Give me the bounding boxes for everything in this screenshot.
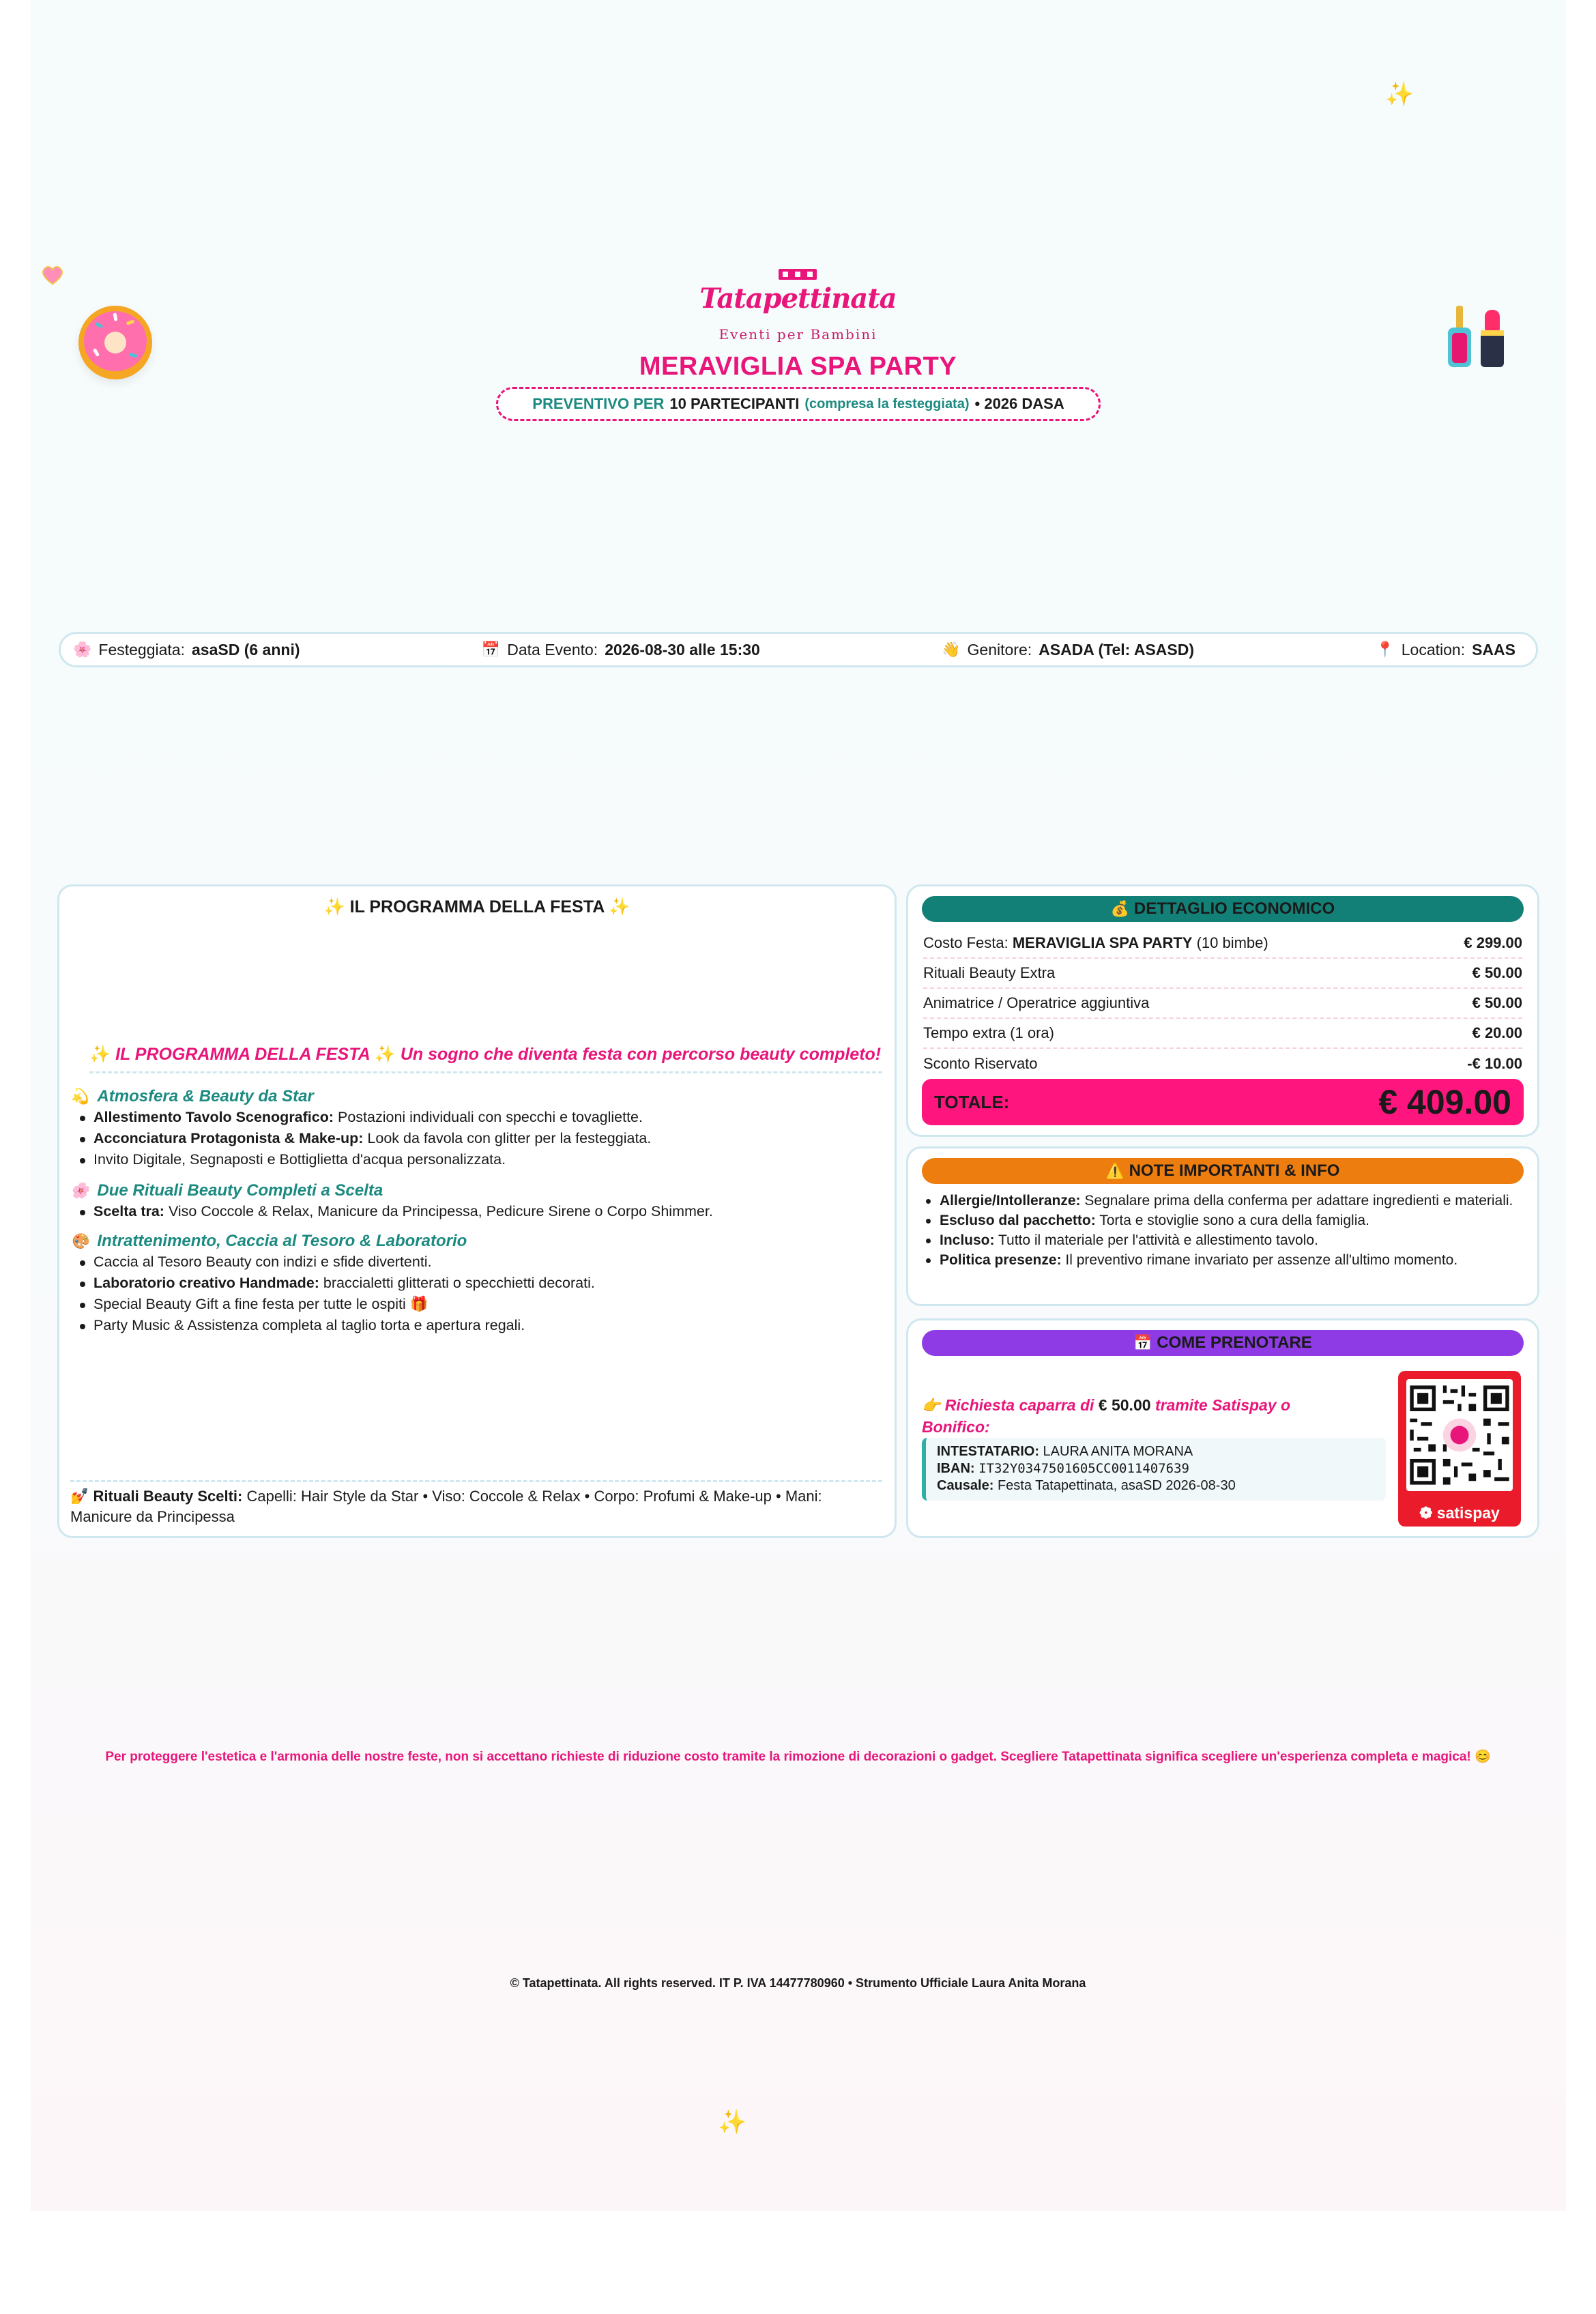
cost-row: Animatrice / Operatrice aggiuntiva € 50.00 [923, 989, 1522, 1019]
sparkle-icon: ✨ [323, 897, 345, 916]
parent-info [942, 641, 1194, 659]
cost-value: € 50.00 [1472, 994, 1522, 1011]
program-section [70, 1086, 881, 1170]
cost-value: -€ 10.00 [1467, 1055, 1522, 1072]
disclaimer: Per proteggere l'estetica e l'armonia delle nostre feste, non si accettano richieste di riduzione costo tramite la rimozione di decorazioni o gadget. Scegliere Tatapettinata significa scegliere un'esperienza completa e magica! 😊 [105, 1750, 1491, 1764]
calendar-icon: 📅 [1133, 1334, 1152, 1351]
footer: © Tatapettinata. All rights reserved. IT P. IVA 14477780960 • Strumento Ufficiale Laura Anita Morana [510, 1976, 1086, 1990]
list-item: Allestimento Tavolo Scenografico: Postazioni individuali con specchi e tovagliette. [80, 1107, 881, 1128]
sparkle-icon: ✨ [718, 2109, 747, 2135]
booking-header [922, 1330, 1524, 1356]
satispay-logo-icon: ❁ [1419, 1504, 1433, 1522]
cost-value: € 20.00 [1472, 1024, 1522, 1041]
pill-suffix: • 2026 DASA [974, 395, 1064, 412]
pill-prefix: PREVENTIVO PER [532, 395, 665, 412]
economics-card [906, 884, 1539, 1137]
total-label: TOTALE: [934, 1091, 1010, 1112]
program-subtitle [89, 1045, 882, 1073]
section-heading-text: Due Rituali Beauty Completi a Scelta [97, 1181, 383, 1200]
celebrant-value: asaSD (6 anni) [192, 640, 300, 659]
date-info [482, 641, 760, 659]
parent-label: Genitore: [967, 640, 1032, 659]
program-title-text: IL PROGRAMMA DELLA FESTA [349, 897, 605, 916]
program-card [57, 884, 897, 1538]
list-item: Acconciatura Protagonista & Make-up: Look da favola con glitter per la festeggiata. [80, 1128, 881, 1149]
note-item: Politica presenze: Il preventivo rimane invariato per assenze all'ultimo momento. [923, 1250, 1522, 1270]
cost-row: Tempo extra (1 ora) € 20.00 [923, 1019, 1522, 1049]
flower-icon: 🌸 [73, 641, 92, 658]
note-item: Allergie/Intolleranze: Segnalare prima della conferma per adattare ingredienti e materiali. [923, 1191, 1522, 1211]
total-amount: € 409.00 [1378, 1083, 1511, 1121]
list-item: Special Beauty Gift a fine festa per tutte le ospiti 🎁 [80, 1294, 881, 1315]
flower-icon: 🌸 [70, 1181, 89, 1199]
section-list [70, 1201, 881, 1222]
brand-tagline: Eventi per Bambini [719, 326, 877, 343]
notes-card [906, 1146, 1539, 1306]
nail-polish-icon: 💅 [70, 1488, 89, 1505]
deposit-amount: € 50.00 [1098, 1396, 1151, 1414]
parent-value: ASADA (Tel: ASASD) [1039, 640, 1195, 659]
page-title: MERAVIGLIA SPA PARTY [639, 352, 957, 381]
pill-participants: 10 PARTECIPANTI [669, 395, 800, 412]
notes-title: NOTE IMPORTANTI & INFO [1129, 1161, 1340, 1180]
brand-logo: Tatapettinata [699, 283, 897, 315]
wave-hand-icon: 👋 [942, 641, 961, 658]
list-item: Party Music & Assistenza completa al taglio torta e apertura regali. [80, 1315, 881, 1336]
warning-icon: ⚠️ [1105, 1162, 1125, 1179]
celebrant-label: Festeggiata: [98, 640, 185, 659]
bank-details: INTESTATARIO: LAURA ANITA MORANA IBAN: IT32Y0347501605CC0011407639 Causale: Festa Tatapettinata, asaSD 2026-08-30 [922, 1438, 1386, 1501]
section-heading [70, 1230, 881, 1252]
event-info-bar [59, 632, 1538, 667]
program-subtitle-text: Un sogno che diventa festa con percorso beauty completo! [400, 1045, 882, 1064]
note-item: Incluso: Tutto il materiale per l'attività e allestimento tavolo. [923, 1230, 1522, 1250]
note-item: Escluso dal pacchetto: Torta e stoviglie sono a cura della famiglia. [923, 1211, 1522, 1230]
section-list [70, 1252, 881, 1336]
chosen-rituals-text: Capelli: Hair Style da Star • Viso: Coccole & Relax • Corpo: Profumi & Make-up • Mani: Manicure da Principessa [70, 1488, 822, 1525]
list-item: Laboratorio creativo Handmade: braccialetti glitterati o specchietti decorati. [80, 1273, 881, 1294]
economics-title: DETTAGLIO ECONOMICO [1133, 899, 1335, 918]
economics-header [922, 896, 1524, 922]
list-item: Invito Digitale, Segnaposti e Bottiglietta d'acqua personalizzata. [80, 1149, 881, 1170]
section-heading-text: Atmosfera & Beauty da Star [97, 1087, 314, 1105]
list-item: Scelta tra: Viso Coccole & Relax, Manicure da Principessa, Pedicure Sirene o Corpo Shimmer. [80, 1201, 881, 1222]
program-subtitle-label: IL PROGRAMMA DELLA FESTA [115, 1045, 370, 1064]
star-icon: 💫 [70, 1087, 89, 1105]
booking-card [906, 1318, 1539, 1538]
list-item: Caccia al Tesoro Beauty con indizi e sfide divertenti. [80, 1252, 881, 1273]
location-label: Location: [1401, 640, 1466, 659]
satispay-label: ❁ satispay [1419, 1504, 1500, 1522]
sparkle-icon: ✨ [89, 1045, 111, 1064]
money-bag-icon: 💰 [1110, 900, 1130, 917]
pin-icon: 📍 [1376, 641, 1395, 658]
celebrant-info [73, 641, 300, 659]
program-section [70, 1180, 881, 1222]
deposit-request: 👉 Richiesta caparra di € 50.00 tramite Satispay o Bonifico: [922, 1396, 1291, 1436]
booking-title: COME PRENOTARE [1157, 1333, 1312, 1352]
chosen-rituals [70, 1480, 882, 1527]
program-title [59, 897, 895, 917]
sparkle-icon: ✨ [1385, 81, 1414, 107]
calendar-icon: 📅 [481, 641, 501, 658]
notes-header [922, 1158, 1524, 1184]
section-heading [70, 1180, 881, 1201]
quote-pill [496, 387, 1101, 421]
iban-value: IT32Y0347501605CC0011407639 [978, 1461, 1189, 1476]
qr-code-icon[interactable] [1406, 1379, 1513, 1491]
section-list [70, 1107, 881, 1170]
causale-value: Festa Tatapettinata, asaSD 2026-08-30 [997, 1478, 1236, 1493]
pointing-hand-icon: 👉 [922, 1397, 941, 1414]
account-holder: LAURA ANITA MORANA [1043, 1444, 1193, 1459]
cost-value: € 299.00 [1464, 934, 1522, 951]
notes-list [923, 1191, 1522, 1270]
section-heading [70, 1086, 881, 1107]
location-info [1376, 641, 1515, 659]
cost-row: Rituali Beauty Extra € 50.00 [923, 959, 1522, 989]
location-value: SAAS [1472, 640, 1515, 659]
sparkle-icon: ✨ [374, 1045, 396, 1064]
cost-row: Sconto Riservato -€ 10.00 [923, 1055, 1522, 1072]
date-label: Data Evento: [507, 640, 598, 659]
cost-value: € 50.00 [1472, 964, 1522, 981]
crown-icon [779, 267, 817, 281]
pill-note: (compresa la festeggiata) [804, 396, 970, 411]
section-heading-text: Intrattenimento, Caccia al Tesoro & Laboratorio [97, 1232, 467, 1250]
cost-row: Costo Festa: MERAVIGLIA SPA PARTY (10 bimbe) € 299.00 [923, 929, 1522, 959]
chosen-rituals-label: Rituali Beauty Scelti: [93, 1488, 243, 1505]
total-box [922, 1079, 1524, 1125]
program-section [70, 1230, 881, 1336]
sparkle-icon: ✨ [609, 897, 630, 916]
palette-icon: 🎨 [70, 1232, 89, 1249]
satispay-qr-card[interactable] [1398, 1371, 1521, 1527]
date-value: 2026-08-30 alle 15:30 [605, 640, 760, 659]
